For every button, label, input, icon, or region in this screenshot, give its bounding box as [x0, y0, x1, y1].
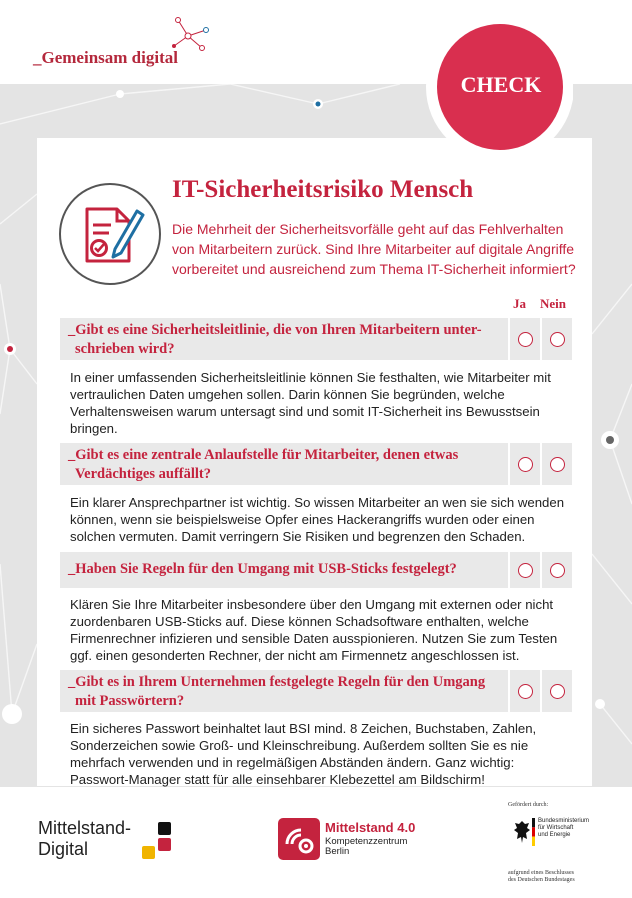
radio-yes[interactable]: [518, 563, 533, 578]
answer-text: In einer umfassenden Sicherheitsleitlinie können Sie festhalten, wie Mitarbeiter mit vertraulichen Daten umgehen sollen. Darin können Sie begründen, welche Verhaltensweisen warum untersagt sind und somit IT-Sicherheit ins Bewusstsein bringen.: [70, 370, 551, 436]
document-pen-icon: [57, 181, 163, 287]
page-title: IT-Sicherheitsrisiko Mensch: [172, 176, 474, 203]
column-header-no: Nein: [540, 296, 566, 311]
answer-text: Ein klarer Ansprechpartner ist wichtig. So wissen Mitarbeiter an wen sie sich wenden können, wenn sie beispielsweise Opfer eines Hackerangriffs wurden oder einen solchen vermuten. Damit verringern Sie Risiken und begrenzen den Schaden.: [70, 495, 565, 544]
kompetenzzentrum-logo-icon: [278, 818, 320, 860]
answer-text: Ein sicheres Passwort beinhaltet laut BSI mind. 8 Zeichen, Buchstaben, Zahlen, Sonderzeichen sowie Groß- und Kleinschreibung. Außerdem sollten Sie es nie mehrfach verwenden und in regelmäßigen Abständen ändern. Ganz wichtig: Passwort-Manager statt für alle einsehbarer Klebezettel am Bildschirm!: [70, 721, 537, 787]
question-row: [60, 670, 572, 712]
radio-no[interactable]: [550, 332, 565, 347]
answer-yes-cell: [508, 318, 540, 360]
answer-no-cell: [540, 443, 572, 485]
question-row: [60, 443, 572, 485]
network-logo-icon: [168, 14, 218, 54]
question-text: _Gibt es eine Sicherheitsleitlinie, die von Ihren Mitarbeitern unter- schrieben wird?: [68, 322, 482, 357]
column-header-yes: Ja: [513, 296, 526, 311]
radio-no[interactable]: [550, 684, 565, 699]
kompetenzzentrum-subtitle: Kompetenzzentrum Berlin: [325, 836, 408, 857]
funding-label: Gefördert durch:: [508, 802, 549, 808]
answer-no-cell: [540, 670, 572, 712]
radio-yes[interactable]: [518, 457, 533, 472]
radio-no[interactable]: [550, 457, 565, 472]
answer-no-cell: [540, 318, 572, 360]
intro-text: Die Mehrheit der Sicherheitsvorfälle geht auf das Fehlverhalten von Mitarbeitern zurück. Sind Ihre Mitarbeiter auf digitale Angriffe vorbereitet und ausreichend zum Thema IT-Sicherheit informiert?: [172, 221, 576, 277]
answer-text: Klären Sie Ihre Mitarbeiter insbesondere über den Umgang mit externen oder nicht zuordenbaren USB-Sticks auf. Diese können Schadsoftware enthalten, welche Firmenrechner infizieren und sensible Daten ausspionieren. Nutzen Sie zum Testen ggf. einen gesonderten Rechner, der nicht am Firmennetz angeschlossen ist.: [70, 597, 558, 663]
answer-yes-cell: [508, 552, 540, 588]
radio-no[interactable]: [550, 563, 565, 578]
question-text: _Gibt es eine zentrale Anlaufstelle für Mitarbeiter, denen etwas Verdächtiges auffällt?: [68, 447, 459, 482]
answer-yes-cell: [508, 670, 540, 712]
question-row: [60, 318, 572, 360]
kompetenzzentrum-title: Mittelstand 4.0: [325, 820, 416, 835]
german-flag-icon: [532, 818, 535, 846]
ministry-name: Bundesministerium für Wirtschaft und Energie: [538, 818, 590, 838]
logo-square-red: [158, 838, 171, 851]
logo-square-black: [158, 822, 171, 835]
answer-no-cell: [540, 552, 572, 588]
question-text: _Gibt es in Ihrem Unternehmen festgelegte Regeln für den Umgang mit Passwörtern?: [68, 674, 486, 709]
mittelstand-digital-logo: Mittelstand- Digital: [38, 818, 132, 859]
gemeinsam-digital-logo: _Gemeinsam digital: [33, 48, 178, 67]
answer-yes-cell: [508, 443, 540, 485]
question-row: [60, 552, 572, 588]
federal-eagle-icon: [513, 818, 531, 846]
logo-square-gold: [142, 846, 155, 859]
bundestag-note: aufgrund eines Beschlusses des Deutschen Bundestages: [508, 870, 575, 883]
radio-yes[interactable]: [518, 332, 533, 347]
check-badge-label: CHECK: [460, 72, 542, 97]
question-text: _Haben Sie Regeln für den Umgang mit USB-Sticks festgelegt?: [68, 561, 457, 577]
radio-yes[interactable]: [518, 684, 533, 699]
